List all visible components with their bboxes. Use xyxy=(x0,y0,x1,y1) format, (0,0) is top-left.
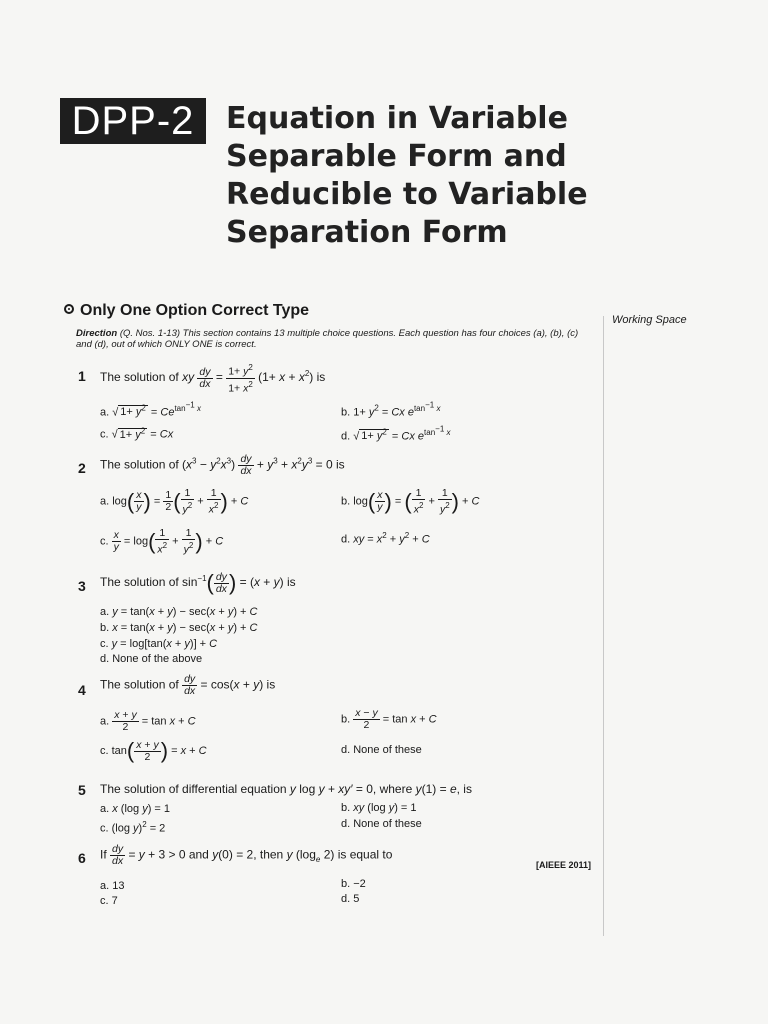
question-6-text: If $\frac{dy}{dx}$ = y + 3 > 0 and y(0) = 2, then y ($\log_e$ 2) is equal to xyxy=(100,843,393,867)
option-1b[interactable]: b. $1+ y^2 = Cx$ $e^{tan^{-1} x}$ xyxy=(341,400,441,419)
option-5b[interactable]: b. xy (log y) = 1 xyxy=(341,802,417,814)
section-heading-text: Only One Option Correct Type xyxy=(80,302,310,319)
question-number: 6 xyxy=(78,850,86,866)
title-line: Reducible to Variable xyxy=(226,177,588,212)
question-number: 4 xyxy=(78,682,86,698)
exam-tag: [AIEEE 2011] xyxy=(536,860,592,870)
question-5-text: The solution of differential equation y log y + xy′ = 0, where y(1) = e, is xyxy=(100,782,472,796)
working-space-label: Working Space xyxy=(612,314,687,326)
option-5c[interactable]: c. (log y)$^2$ = 2 xyxy=(100,820,166,835)
title-line: Separation Form xyxy=(226,215,508,250)
direction-label: Direction xyxy=(76,328,118,339)
option-3c[interactable]: c. y = log[tan(x + y)] + C xyxy=(100,638,218,650)
option-2b[interactable]: b. log( $\frac{x}{y}$ ) = ( $\frac{1}{x^2}$ + $\frac{1}{y^2}$ ) + C xyxy=(341,487,480,516)
option-5d[interactable]: d. None of these xyxy=(341,818,422,830)
option-3b[interactable]: b. x = tan(x + y) − sec(x + y) + C xyxy=(100,622,258,634)
option-2c[interactable]: c. $\frac{x}{y}$ = log( $\frac{1}{x^2}$ + $\frac{1}{y^2}$ ) + C xyxy=(100,527,224,556)
question-1-text: The solution of xy $\frac{dy}{dx}$ = $\frac{1+ y^2}{1+ x^2}$ $(1+ x + x^2)$ is xyxy=(100,363,326,394)
page-title xyxy=(226,100,646,252)
option-3d[interactable]: d. None of the above xyxy=(100,653,203,665)
title-line: Equation in Variable xyxy=(226,101,568,136)
option-2d[interactable]: d. xy = $x^2 + y^2 + C$ xyxy=(341,531,430,546)
option-1d[interactable]: d. √ $1+ y^2 = Cx$ $e^{tan^{-1} x}$ xyxy=(341,424,451,443)
question-number: 1 xyxy=(78,368,86,384)
option-6d[interactable]: d. 5 xyxy=(341,893,360,905)
working-space-divider xyxy=(603,316,604,936)
option-4c[interactable]: c. tan( $\frac{x + y}{2}$ ) = x + C xyxy=(100,738,207,763)
option-1a[interactable]: a. √ $1+ y^2 = Ce^{tan^{-1} x}$ xyxy=(100,400,201,419)
title-line: Separable Form and xyxy=(226,139,567,174)
question-2-text: The solution of $(x^3 - y^2x^3)$ $\frac{dy}{dx}$ + $y^3 + x^2y^3 = 0$ is xyxy=(100,453,345,477)
option-4d[interactable]: d. None of these xyxy=(341,744,422,756)
direction-text xyxy=(76,328,596,350)
bullet-icon xyxy=(64,304,74,314)
question-number: 5 xyxy=(78,782,86,798)
dpp-badge: DPP-2 xyxy=(60,98,206,144)
option-1c[interactable]: c. √ $1+ y^2 = Cx$ xyxy=(100,426,174,441)
question-number: 2 xyxy=(78,460,86,476)
option-4b[interactable]: b. $\frac{x - y}{2}$ = tan x + C xyxy=(341,707,437,731)
option-3a[interactable]: a. y = tan(x + y) − sec(x + y) + C xyxy=(100,606,258,618)
option-6a[interactable]: a. 13 xyxy=(100,880,125,892)
option-2a[interactable]: a. log( $\frac{x}{y}$ ) = $\frac{1}{2}$ ( $\frac{1}{y^2}$ + $\frac{1}{x^2}$ ) + C xyxy=(100,487,249,516)
option-6b[interactable]: b. −2 xyxy=(341,878,366,890)
direction-body: (Q. Nos. 1-13) This section contains 13 multiple choice questions. Each question has four choices (a), (b), (c) and (d), out of which ONLY ONE is correct. xyxy=(76,328,579,350)
question-4-text: The solution of $\frac{dy}{dx}$ = cos(x + y) is xyxy=(100,673,276,697)
question-3-text: The solution of $\sin^{-1}$( $\frac{dy}{dx}$ ) = (x + y) is xyxy=(100,570,296,595)
option-6c[interactable]: c. 7 xyxy=(100,895,118,907)
section-heading xyxy=(64,302,309,320)
option-5a[interactable]: a. x (log y) = 1 xyxy=(100,803,171,815)
question-number: 3 xyxy=(78,578,86,594)
option-4a[interactable]: a. $\frac{x + y}{2}$ = tan x + C xyxy=(100,709,196,733)
